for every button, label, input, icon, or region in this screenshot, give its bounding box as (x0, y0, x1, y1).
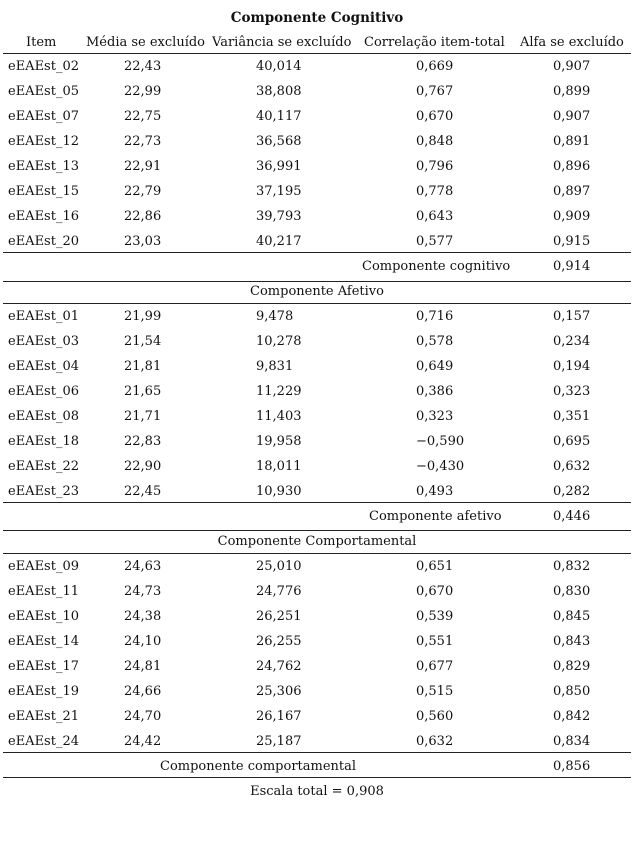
cell-media: 24,73 (124, 584, 162, 599)
cell-variancia: 9,831 (256, 359, 294, 374)
cell-alfa: 0,907 (553, 59, 591, 74)
table-row (0, 432, 634, 452)
cell-correlacao: 0,778 (416, 184, 454, 199)
cell-variancia: 36,568 (256, 134, 302, 149)
table-rule (3, 252, 631, 253)
cell-correlacao: 0,649 (416, 359, 454, 374)
cell-correlacao: 0,632 (416, 734, 454, 749)
cell-media: 23,03 (124, 234, 162, 249)
cell-media: 22,79 (124, 184, 162, 199)
section-summary-label: Componente afetivo (369, 509, 502, 524)
cell-media: 22,75 (124, 109, 162, 124)
section-summary-value: 0,914 (553, 259, 591, 274)
section-summary-row (0, 757, 634, 777)
cell-variancia: 24,776 (256, 584, 302, 599)
cell-media: 24,70 (124, 709, 162, 724)
cell-media: 24,63 (124, 559, 162, 574)
cell-alfa: 0,834 (553, 734, 591, 749)
cell-variancia: 40,014 (256, 59, 302, 74)
cell-variancia: 36,991 (256, 159, 302, 174)
cell-item: eEAEst_07 (8, 109, 79, 124)
table-row (0, 157, 634, 177)
cell-variancia: 19,958 (256, 434, 302, 449)
header-item: Item (26, 35, 57, 50)
table-rule (3, 303, 631, 304)
table-row (0, 482, 634, 502)
cell-alfa: 0,907 (553, 109, 591, 124)
cell-media: 24,42 (124, 734, 162, 749)
cell-alfa: 0,843 (553, 634, 591, 649)
cell-variancia: 10,930 (256, 484, 302, 499)
table-row (0, 657, 634, 677)
cell-media: 22,91 (124, 159, 162, 174)
cell-alfa: 0,234 (553, 334, 591, 349)
cell-variancia: 26,255 (256, 634, 302, 649)
section-title: Componente Comportamental (217, 534, 417, 549)
cell-media: 21,81 (124, 359, 162, 374)
cell-variancia: 38,808 (256, 84, 302, 99)
cell-variancia: 37,195 (256, 184, 302, 199)
cell-correlacao: −0,590 (416, 434, 465, 449)
cell-correlacao: 0,643 (416, 209, 454, 224)
cell-correlacao: 0,323 (416, 409, 454, 424)
cell-media: 24,66 (124, 684, 162, 699)
cell-correlacao: 0,551 (416, 634, 454, 649)
table-row (0, 232, 634, 252)
cell-media: 21,54 (124, 334, 162, 349)
cell-media: 22,43 (124, 59, 162, 74)
cell-variancia: 40,117 (256, 109, 302, 124)
section-summary-value: 0,856 (553, 759, 591, 774)
cell-item: eEAEst_06 (8, 384, 79, 399)
cell-correlacao: 0,670 (416, 109, 454, 124)
cell-item: eEAEst_13 (8, 159, 79, 174)
cell-variancia: 10,278 (256, 334, 302, 349)
cell-correlacao: −0,430 (416, 459, 465, 474)
section-summary-row (0, 507, 634, 527)
cell-item: eEAEst_05 (8, 84, 79, 99)
header-media: Média se excluído (86, 35, 206, 50)
table-row (0, 407, 634, 427)
table-row (0, 182, 634, 202)
cell-item: eEAEst_22 (8, 459, 79, 474)
table-row (0, 107, 634, 127)
cell-item: eEAEst_17 (8, 659, 79, 674)
table-row (0, 132, 634, 152)
cell-item: eEAEst_10 (8, 609, 79, 624)
cell-alfa: 0,915 (553, 234, 591, 249)
cell-correlacao: 0,386 (416, 384, 454, 399)
header-alfa: Alfa se excluído (520, 35, 624, 50)
table-row (0, 307, 634, 327)
cell-media: 22,86 (124, 209, 162, 224)
cell-media: 22,99 (124, 84, 162, 99)
cell-variancia: 26,251 (256, 609, 302, 624)
cell-variancia: 24,762 (256, 659, 302, 674)
table-row (0, 707, 634, 727)
cell-media: 22,83 (124, 434, 162, 449)
table-rule (3, 777, 631, 778)
cell-correlacao: 0,493 (416, 484, 454, 499)
cell-item: eEAEst_12 (8, 134, 79, 149)
table-row (0, 582, 634, 602)
cell-media: 24,81 (124, 659, 162, 674)
cell-alfa: 0,909 (553, 209, 591, 224)
cell-correlacao: 0,677 (416, 659, 454, 674)
header-correlacao: Correlação item-total (364, 35, 505, 50)
cell-item: eEAEst_02 (8, 59, 79, 74)
table-row (0, 357, 634, 377)
table-row (0, 632, 634, 652)
cell-item: eEAEst_09 (8, 559, 79, 574)
cell-alfa: 0,896 (553, 159, 591, 174)
cell-variancia: 25,187 (256, 734, 302, 749)
table-rule (3, 502, 631, 503)
cell-item: eEAEst_16 (8, 209, 79, 224)
table-row (0, 57, 634, 77)
cell-media: 21,65 (124, 384, 162, 399)
cell-media: 24,38 (124, 609, 162, 624)
cell-alfa: 0,891 (553, 134, 591, 149)
cell-alfa: 0,351 (553, 409, 591, 424)
cell-variancia: 18,011 (256, 459, 302, 474)
cell-alfa: 0,632 (553, 459, 591, 474)
cell-item: eEAEst_04 (8, 359, 79, 374)
section-title: Componente Afetivo (250, 284, 384, 299)
table-row (0, 557, 634, 577)
header-variancia: Variância se excluído (212, 35, 352, 50)
cell-alfa: 0,845 (553, 609, 591, 624)
cell-media: 21,71 (124, 409, 162, 424)
cell-variancia: 25,306 (256, 684, 302, 699)
cell-alfa: 0,829 (553, 659, 591, 674)
table-rule (3, 752, 631, 753)
cell-alfa: 0,695 (553, 434, 591, 449)
cell-alfa: 0,899 (553, 84, 591, 99)
cell-alfa: 0,830 (553, 584, 591, 599)
cell-media: 21,99 (124, 309, 162, 324)
cell-media: 22,45 (124, 484, 162, 499)
cell-alfa: 0,323 (553, 384, 591, 399)
cell-media: 24,10 (124, 634, 162, 649)
cell-item: eEAEst_24 (8, 734, 79, 749)
cell-item: eEAEst_08 (8, 409, 79, 424)
section-summary-label: Componente cognitivo (362, 259, 511, 274)
cell-correlacao: 0,716 (416, 309, 454, 324)
section-summary-row (0, 257, 634, 277)
cell-correlacao: 0,515 (416, 684, 454, 699)
cell-item: eEAEst_19 (8, 684, 79, 699)
cell-variancia: 11,403 (256, 409, 302, 424)
cell-correlacao: 0,848 (416, 134, 454, 149)
section-summary-value: 0,446 (553, 509, 591, 524)
cell-correlacao: 0,669 (416, 59, 454, 74)
table-row (0, 732, 634, 752)
cell-variancia: 26,167 (256, 709, 302, 724)
table-row (0, 607, 634, 627)
cell-alfa: 0,157 (553, 309, 591, 324)
cell-item: eEAEst_18 (8, 434, 79, 449)
cell-item: eEAEst_11 (8, 584, 79, 599)
cell-alfa: 0,897 (553, 184, 591, 199)
cell-correlacao: 0,767 (416, 84, 454, 99)
table-header (0, 33, 634, 53)
scale-total: Escala total = 0,908 (250, 784, 384, 799)
cell-media: 22,90 (124, 459, 162, 474)
cell-correlacao: 0,796 (416, 159, 454, 174)
table-rule (3, 553, 631, 554)
table-rule (3, 53, 631, 54)
table-row (0, 382, 634, 402)
cell-item: eEAEst_21 (8, 709, 79, 724)
cell-alfa: 0,282 (553, 484, 591, 499)
cell-variancia: 39,793 (256, 209, 302, 224)
cell-alfa: 0,842 (553, 709, 591, 724)
table-rule (3, 281, 631, 282)
cell-item: eEAEst_03 (8, 334, 79, 349)
cell-variancia: 25,010 (256, 559, 302, 574)
section-summary-label: Componente comportamental (160, 759, 357, 774)
cell-media: 22,73 (124, 134, 162, 149)
cell-variancia: 40,217 (256, 234, 302, 249)
table-row (0, 207, 634, 227)
cell-item: eEAEst_15 (8, 184, 79, 199)
cell-alfa: 0,832 (553, 559, 591, 574)
cell-variancia: 9,478 (256, 309, 294, 324)
cell-item: eEAEst_14 (8, 634, 79, 649)
cell-item: eEAEst_01 (8, 309, 79, 324)
table-rule (3, 530, 631, 531)
table-row (0, 332, 634, 352)
cell-correlacao: 0,539 (416, 609, 454, 624)
cell-correlacao: 0,578 (416, 334, 454, 349)
cell-alfa: 0,850 (553, 684, 591, 699)
table-row (0, 82, 634, 102)
cell-alfa: 0,194 (553, 359, 591, 374)
table-row (0, 457, 634, 477)
table-title: Componente Cognitivo (230, 10, 404, 26)
cell-correlacao: 0,577 (416, 234, 454, 249)
cell-correlacao: 0,560 (416, 709, 454, 724)
cell-variancia: 11,229 (256, 384, 302, 399)
cell-item: eEAEst_20 (8, 234, 79, 249)
cell-correlacao: 0,651 (416, 559, 454, 574)
cell-correlacao: 0,670 (416, 584, 454, 599)
cell-item: eEAEst_23 (8, 484, 79, 499)
table-row (0, 682, 634, 702)
